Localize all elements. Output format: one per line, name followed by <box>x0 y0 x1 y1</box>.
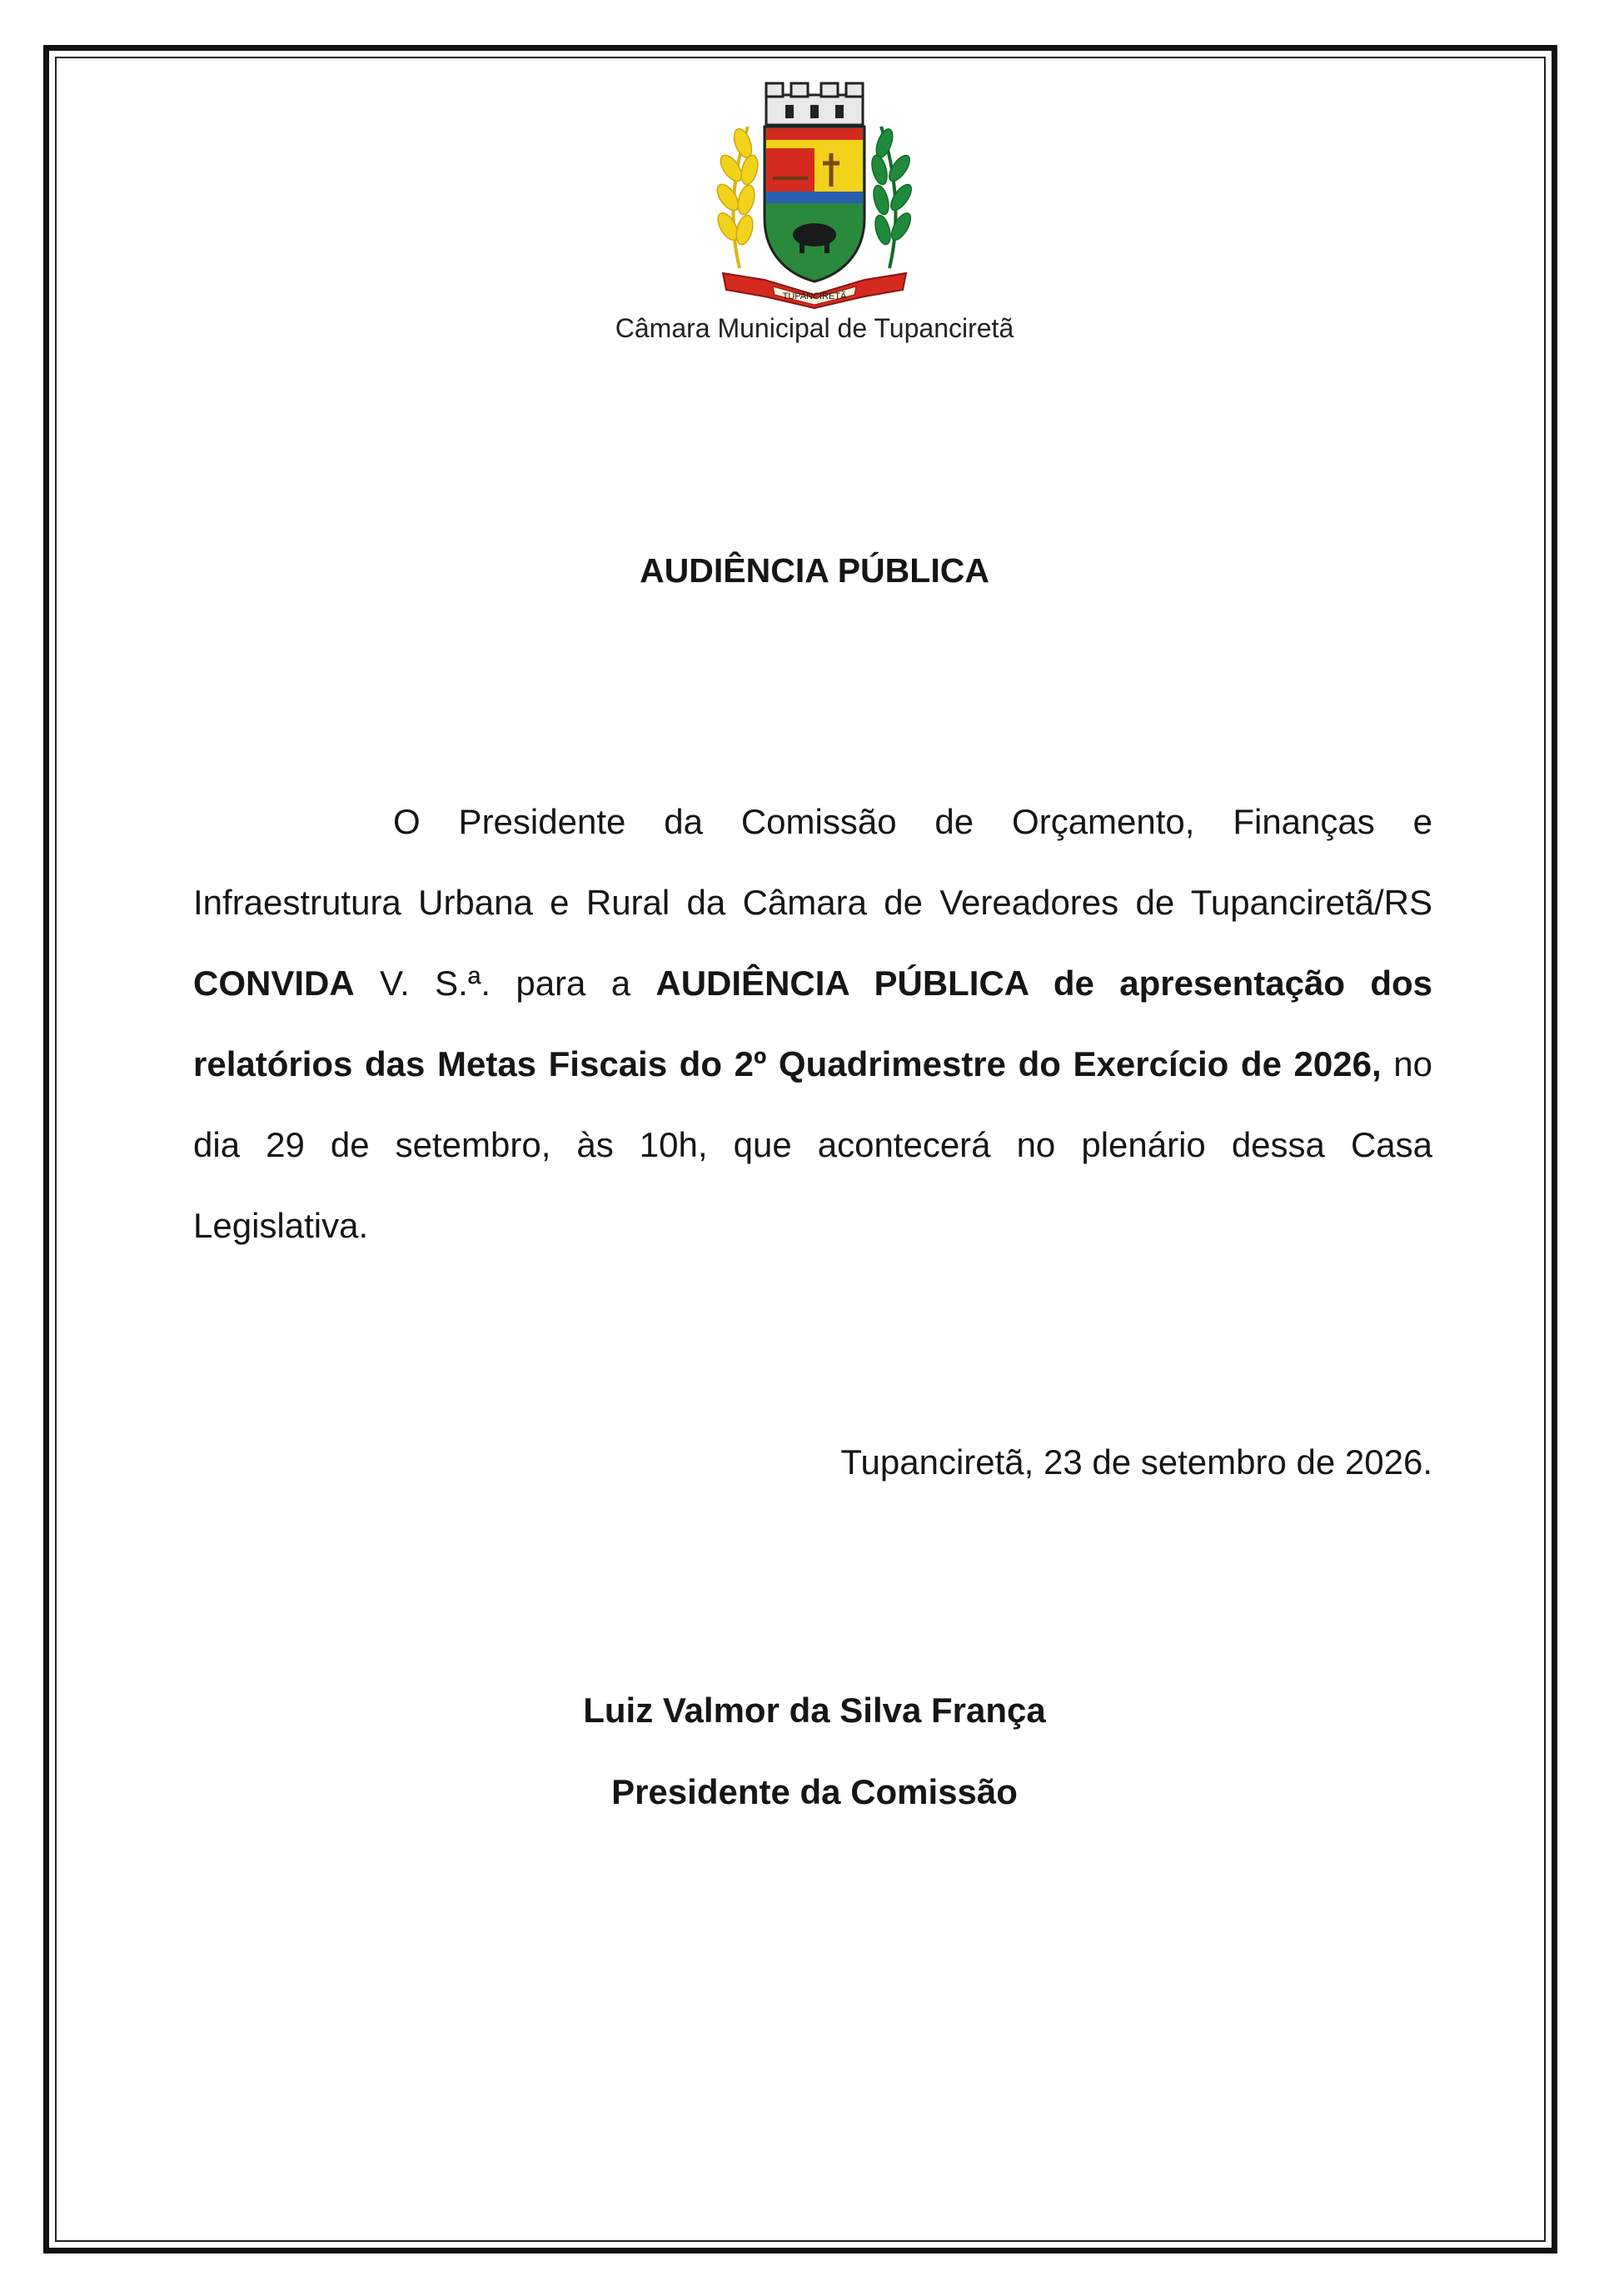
document-title: AUDIÊNCIA PÚBLICA <box>640 551 989 590</box>
date-line: Tupanciretã, 23 de setembro de 2026. <box>840 1442 1432 1482</box>
signatory-role: Presidente da Comissão <box>611 1772 1018 1811</box>
body-text-part1: O Presidente da Comissão de Orçamento, Finanças e Infraestrutura Urbana e Rural da Câmara de Vereadores de Tupanciretã/RS <box>193 802 1432 922</box>
body-bold-event: AUDIÊNCIA PÚBLICA de apresentação dos relatórios das Metas Fiscais do 2º Quadrimestre do Exercício de 2026, <box>193 964 1432 1083</box>
organization-name: Câmara Municipal de Tupanciretã <box>615 313 1014 343</box>
signatory-name: Luiz Valmor da Silva França <box>583 1691 1046 1730</box>
municipal-coat-of-arms-icon <box>706 77 923 310</box>
body-text-part3: no dia 29 de setembro, às 10h, que acontecerá no plenário dessa Casa Legislativa. <box>193 1044 1432 1245</box>
body-bold-convida: CONVIDA <box>193 964 355 1003</box>
shield-icon <box>765 127 864 281</box>
mural-crown-icon <box>766 83 863 125</box>
body-text-part2: V. S.ª. para a <box>354 964 656 1003</box>
ribbon-text: TUPANCIRETÃ <box>782 291 847 301</box>
leaf-branch-icon <box>869 127 915 268</box>
wheat-icon <box>713 127 760 268</box>
invitation-paragraph <box>193 781 1432 1266</box>
